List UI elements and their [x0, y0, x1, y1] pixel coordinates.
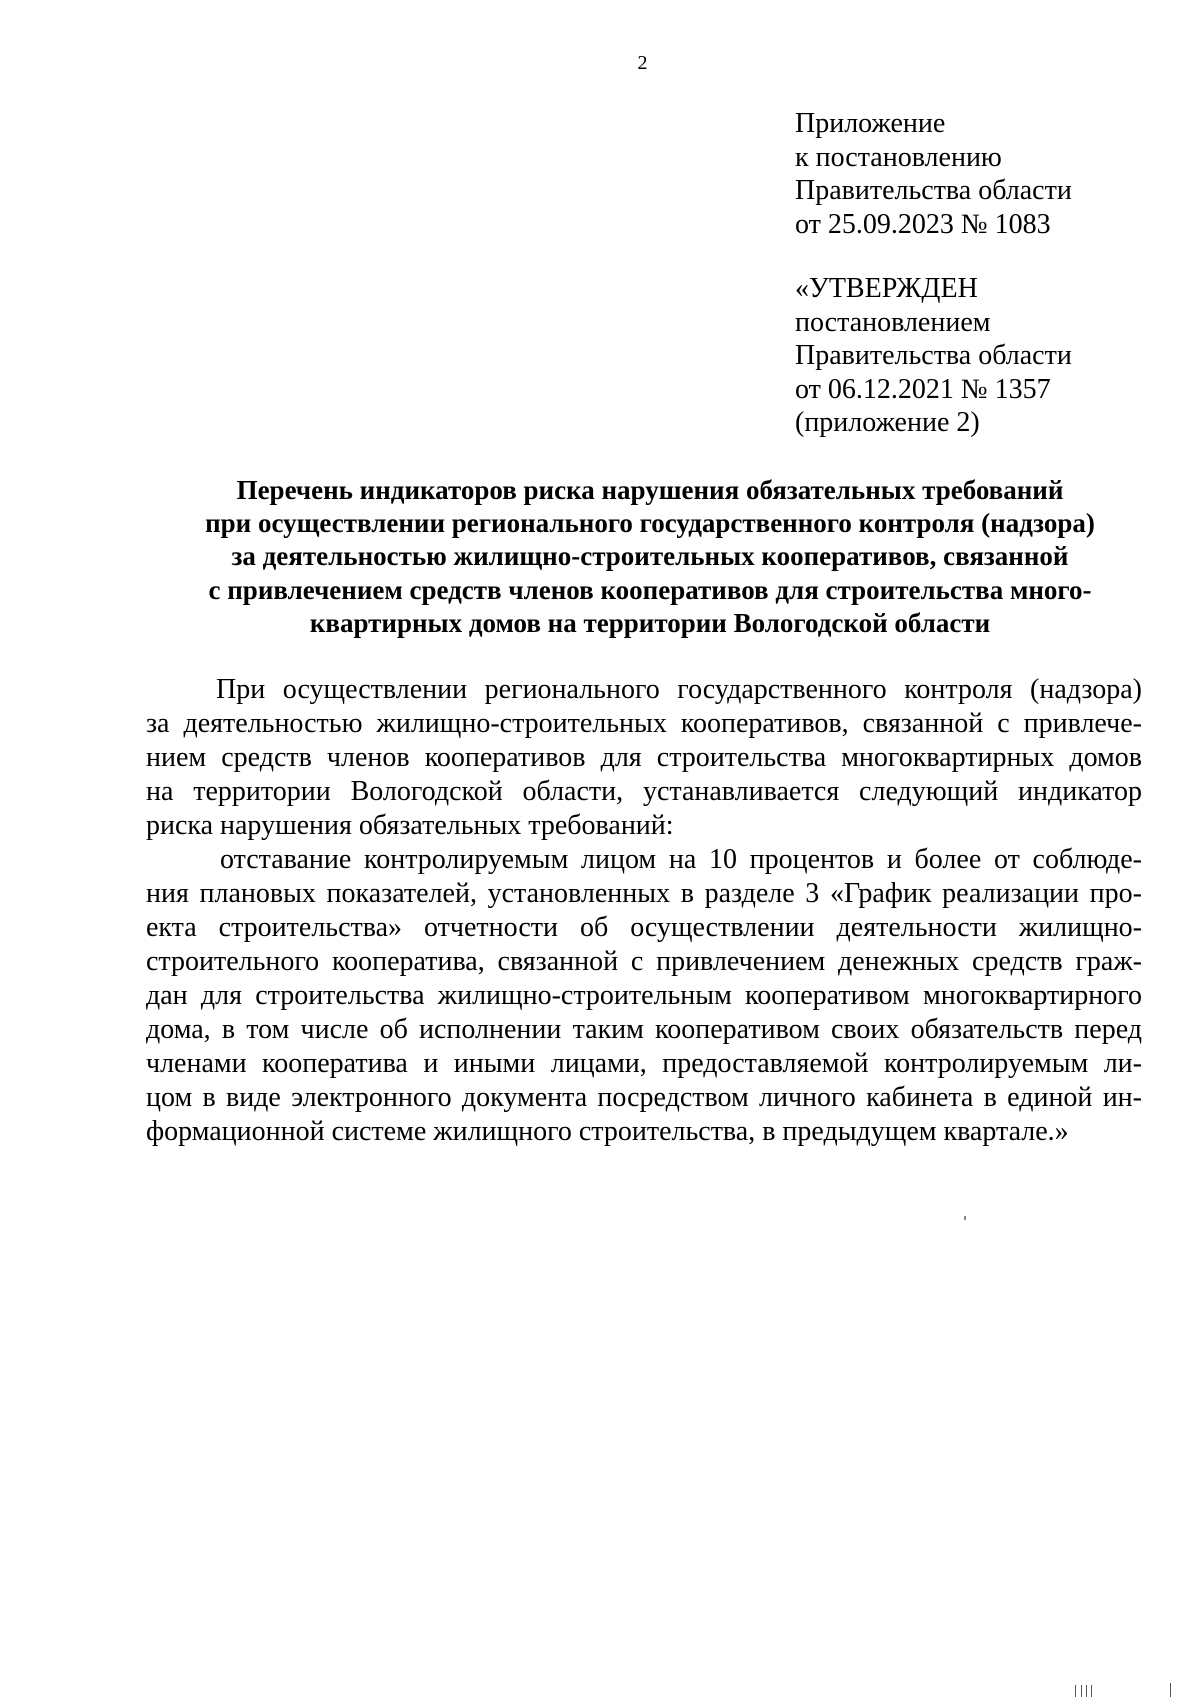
body-line: на территории Вологодской области, устанавливается следующий индикатор: [146, 776, 1142, 807]
scan-edge-marks: [1075, 1685, 1125, 1697]
body-line: членами кооператива и иными лицами, предоставляемой контролируемым ли-: [146, 1048, 1142, 1079]
title-line: Перечень индикаторов риска нарушения обязательных требований: [236, 475, 1064, 505]
body-line: дан для строительства жилищно-строительным кооперативом многоквартирного: [146, 980, 1142, 1011]
approval-line: (приложение 2): [795, 407, 980, 438]
title-line: с привлечением средств членов кооперативов для строительства много-: [208, 574, 1092, 605]
paragraph-indicator: [146, 843, 1142, 1149]
scan-speck: [964, 1216, 966, 1220]
approval-line: Правительства области: [795, 340, 1072, 371]
body-line: нием средств членов кооперативов для строительства многоквартирных домов: [146, 742, 1142, 773]
title-line: квартирных домов на территории Вологодской области: [309, 607, 991, 638]
body-line: екта строительства» отчетности об осуществлении деятельности жилищно-: [146, 912, 1142, 943]
approval-line: постановлением: [795, 306, 991, 338]
body-line: риска нарушения обязательных требований:: [146, 810, 674, 841]
approval-line: от 06.12.2021 № 1357: [795, 373, 1051, 405]
body-line: за деятельностью жилищно-строительных кооперативов, связанной с привлече-: [146, 708, 1142, 739]
body-line: отставание контролируемым лицом на 10 процентов и более от соблюде-: [220, 844, 1142, 875]
body-line: дома, в том числе об исполнении таким кооперативом своих обязательств перед: [146, 1014, 1142, 1045]
paragraph-intro: [146, 673, 1142, 843]
appendix-line: от 25.09.2023 № 1083: [795, 208, 1051, 240]
scan-edge-tick: [1170, 1683, 1171, 1697]
title-line: за деятельностью жилищно-строительных кооперативов, связанной: [231, 541, 1069, 572]
approval-block: [795, 272, 1072, 440]
appendix-line: Приложение: [795, 108, 946, 139]
appendix-block: [795, 107, 1072, 241]
title-line: при осуществлении регионального государственного контроля (надзора): [205, 508, 1095, 539]
appendix-line: к постановлению: [795, 141, 1002, 173]
body-line: ния плановых показателей, установленных в разделе 3 «График реализации про-: [146, 878, 1142, 909]
body-line: формационной системе жилищного строительства, в предыдущем квартале.»: [146, 1116, 1069, 1147]
body-line: При осуществлении регионального государственного контроля (надзора): [216, 674, 1142, 705]
document-title: [150, 474, 1150, 640]
approval-line: «УТВЕРЖДЕН: [795, 273, 978, 304]
page-number: 2: [637, 52, 648, 74]
body-line: цом в виде электронного документа посредством личного кабинета в единой ин-: [146, 1082, 1142, 1113]
document-body: [146, 673, 1142, 1149]
appendix-line: Правительства области: [795, 175, 1072, 206]
body-line: строительного кооператива, связанной с привлечением денежных средств граж-: [146, 946, 1142, 977]
